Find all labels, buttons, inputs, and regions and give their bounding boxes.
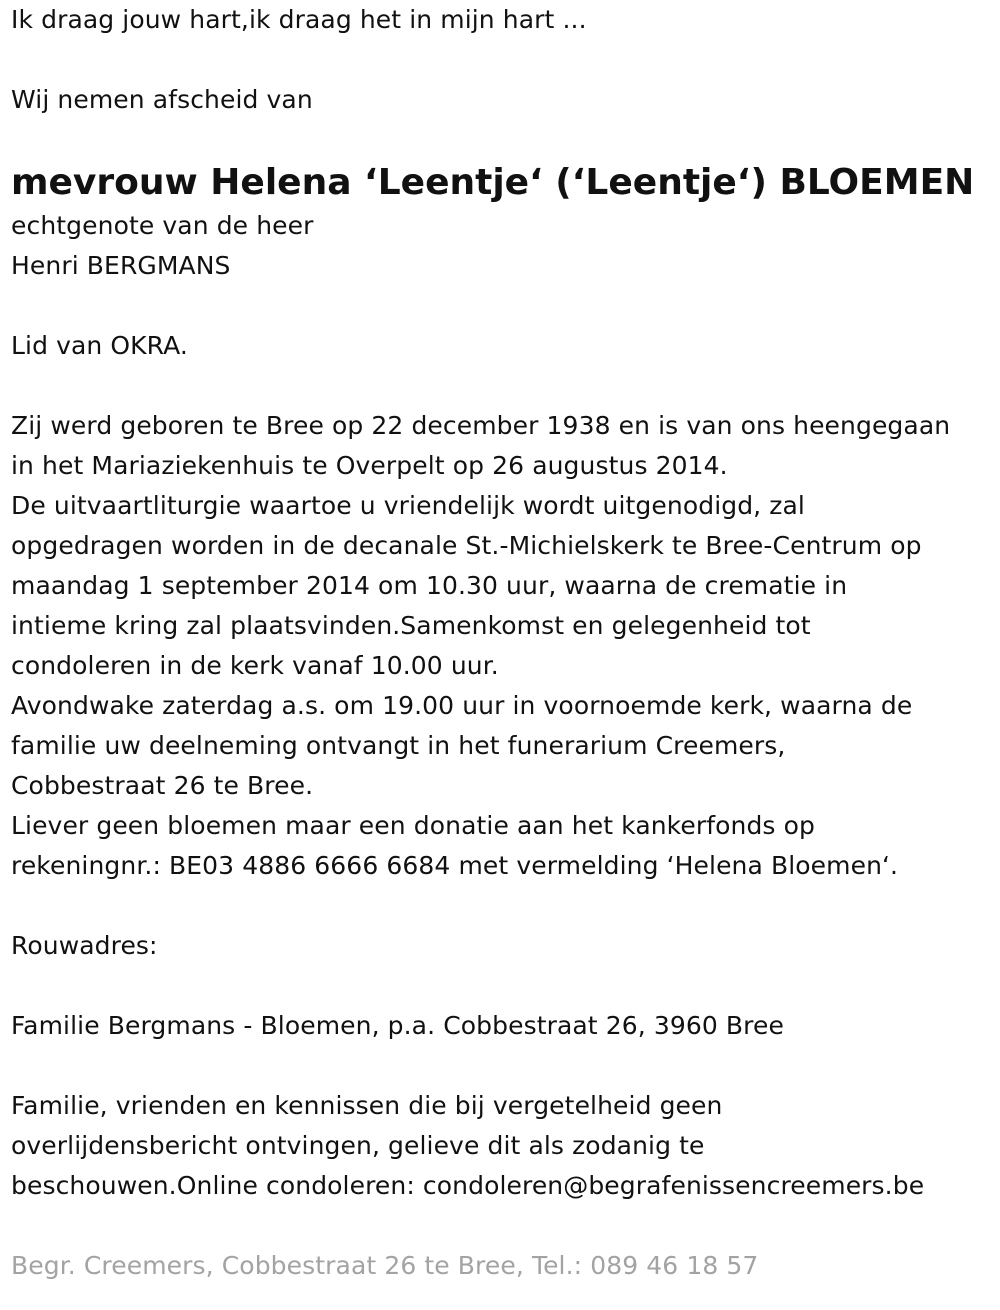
closing-paragraph xyxy=(11,1086,996,1206)
body-line: Liever geen bloemen maar een donatie aan het kankerfonds op xyxy=(11,811,815,840)
closing-line: beschouwen.Online condoleren: condoleren@begrafenissencreemers.be xyxy=(11,1171,925,1200)
body-line: condoleren in de kerk vanaf 10.00 uur. xyxy=(11,651,499,680)
spacer xyxy=(11,40,996,80)
intro-text: Wij nemen afscheid van xyxy=(11,85,313,114)
body-line: familie uw deelneming ontvangt in het funerarium Creemers, xyxy=(11,731,786,760)
spacer xyxy=(11,886,996,926)
deceased-name: mevrouw Helena ‘Leentje‘ (‘Leentje‘) BLOEMEN xyxy=(11,162,975,203)
obituary-notice xyxy=(11,0,996,1286)
body-line: Cobbestraat 26 te Bree. xyxy=(11,771,314,800)
spacer xyxy=(11,1206,996,1246)
body-line: opgedragen worden in de decanale St.-Michielskerk te Bree-Centrum op xyxy=(11,531,922,560)
opening-quote: Ik draag jouw hart,ik draag het in mijn hart ... xyxy=(11,5,587,34)
body-line: Zij werd geboren te Bree op 22 december 1938 en is van ons heengegaan xyxy=(11,411,951,440)
body-line: intieme kring zal plaatsvinden.Samenkomst en gelegenheid tot xyxy=(11,611,811,640)
address-label: Rouwadres: xyxy=(11,931,158,960)
membership: Lid van OKRA. xyxy=(11,331,188,360)
body-line: maandag 1 september 2014 om 10.30 uur, waarna de crematie in xyxy=(11,571,848,600)
closing-line: Familie, vrienden en kennissen die bij vergetelheid geen xyxy=(11,1091,723,1120)
spacer xyxy=(11,120,996,161)
body-line: De uitvaartliturgie waartoe u vriendelijk wordt uitgenodigd, zal xyxy=(11,491,805,520)
spacer xyxy=(11,1046,996,1086)
body-line: rekeningnr.: BE03 4886 6666 6684 met vermelding ‘Helena Bloemen‘. xyxy=(11,851,899,880)
spouse-name: Henri BERGMANS xyxy=(11,251,231,280)
body-line: Avondwake zaterdag a.s. om 19.00 uur in voornoemde kerk, waarna de xyxy=(11,691,913,720)
announcement-body xyxy=(11,406,996,886)
mourning-address: Familie Bergmans - Bloemen, p.a. Cobbestraat 26, 3960 Bree xyxy=(11,1011,784,1040)
spacer xyxy=(11,366,996,406)
closing-line: overlijdensbericht ontvingen, gelieve dit als zodanig te xyxy=(11,1131,705,1160)
spouse-line: echtgenote van de heer xyxy=(11,211,314,240)
spacer xyxy=(11,966,996,1006)
body-line: in het Mariaziekenhuis te Overpelt op 26 augustus 2014. xyxy=(11,451,728,480)
spacer xyxy=(11,286,996,326)
funeral-home-footer: Begr. Creemers, Cobbestraat 26 te Bree, Tel.: 089 46 18 57 xyxy=(11,1251,759,1280)
